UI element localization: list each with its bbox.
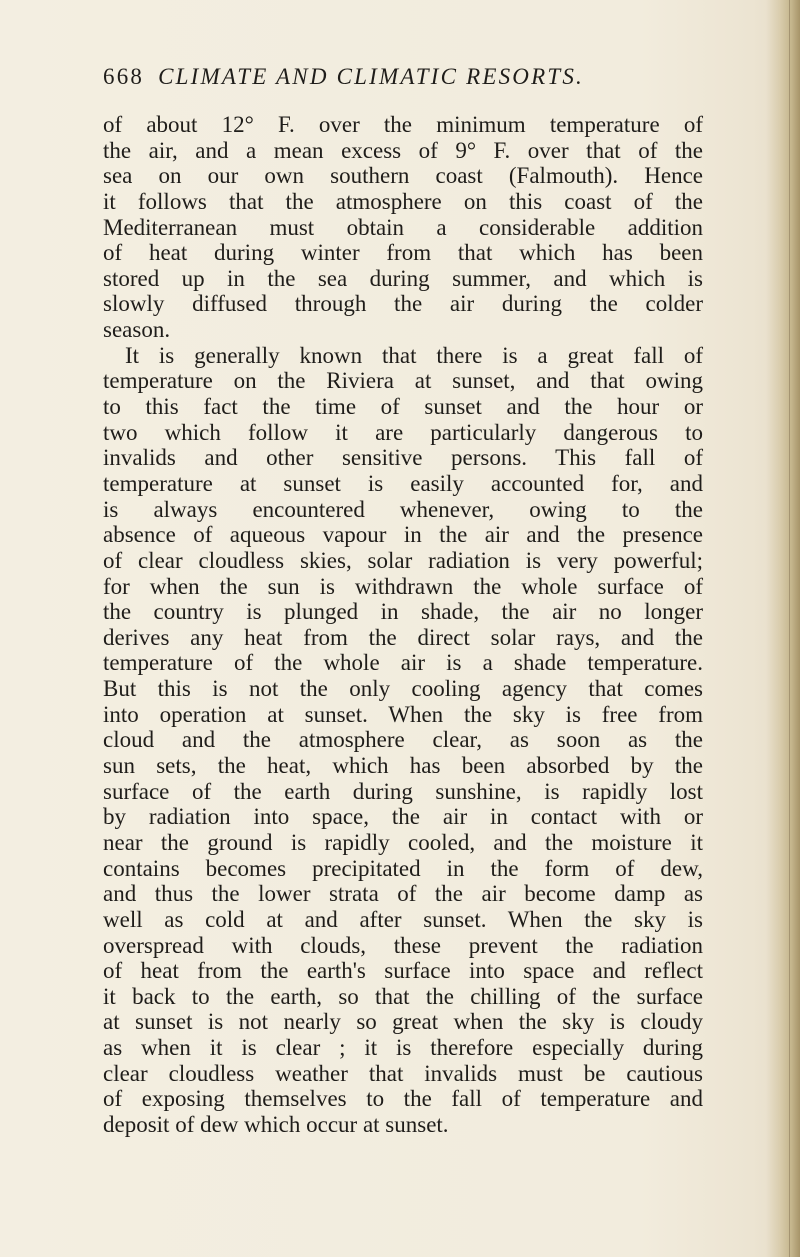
- text-line: of heat during winter from that which has been: [103, 240, 703, 266]
- text-line: at sunset is not nearly so great when the sky is cloudy: [103, 1009, 703, 1035]
- text-line: the country is plunged in shade, the air no longer: [103, 599, 703, 625]
- running-head: [103, 62, 703, 92]
- text-line: of heat from the earth's surface into space and reflect: [103, 958, 703, 984]
- text-line: for when the sun is withdrawn the whole surface of: [103, 573, 703, 599]
- text-line: derives any heat from the direct solar rays, and the: [103, 624, 703, 650]
- text-line: temperature on the Riviera at sunset, and that owing: [103, 368, 703, 394]
- paragraph-end-line: deposit of dew which occur at sunset.: [103, 1111, 449, 1137]
- text-line: But this is not the only cooling agency that comes: [103, 676, 703, 702]
- running-title: CLIMATE AND CLIMATIC RESORTS.: [158, 64, 584, 89]
- page-edge: [789, 0, 790, 1257]
- page-number: 668: [103, 64, 145, 89]
- text-line: of about 12° F. over the minimum temperature of: [103, 112, 703, 137]
- text-line: stored up in the sea during summer, and which is: [103, 265, 703, 291]
- page-gutter-shadow: [766, 0, 800, 1257]
- body-text: [103, 112, 703, 1138]
- text-line: by radiation into space, the air in contact with or: [103, 804, 703, 830]
- text-line: of exposing themselves to the fall of temperature and: [103, 1086, 703, 1112]
- text-line: overspread with clouds, these prevent the radiation: [103, 932, 703, 958]
- text-line: two which follow it are particularly dangerous to: [103, 419, 703, 445]
- text-line: temperature of the whole air is a shade temperature.: [103, 650, 703, 676]
- text-line: it back to the earth, so that the chilling of the surface: [103, 983, 703, 1009]
- text-line: it follows that the atmosphere on this coast of the: [103, 188, 703, 214]
- text-line: to this fact the time of sunset and the hour or: [103, 394, 703, 420]
- text-line: surface of the earth during sunshine, is rapidly lost: [103, 778, 703, 804]
- text-line: Mediterranean must obtain a considerable addition: [103, 214, 703, 240]
- text-line: sea on our own southern coast (Falmouth). Hence: [103, 163, 703, 189]
- text-line: absence of aqueous vapour in the air and the presence: [103, 522, 703, 548]
- text-line: into operation at sunset. When the sky is free from: [103, 701, 703, 727]
- text-line: slowly diffused through the air during the colder: [103, 291, 703, 317]
- text-line: of clear cloudless skies, solar radiation is very powerful;: [103, 547, 703, 573]
- text-line: as when it is clear ; it is therefore especially during: [103, 1035, 703, 1061]
- text-line: is always encountered whenever, owing to the: [103, 496, 703, 522]
- text-line: contains becomes precipitated in the form of dew,: [103, 855, 703, 881]
- text-line: well as cold at and after sunset. When the sky is: [103, 906, 703, 932]
- paragraph-end-line: season.: [103, 317, 171, 343]
- text-line: cloud and the atmosphere clear, as soon as the: [103, 727, 703, 753]
- text-line: temperature at sunset is easily accounted for, and: [103, 470, 703, 496]
- text-line: sun sets, the heat, which has been absorbed by the: [103, 753, 703, 779]
- text-line: invalids and other sensitive persons. This fall of: [103, 445, 703, 471]
- text-line: the air, and a mean excess of 9° F. over that of the: [103, 137, 703, 163]
- text-line: clear cloudless weather that invalids must be cautious: [103, 1060, 703, 1086]
- paragraph-start-line: It is generally known that there is a great fall of: [125, 342, 703, 368]
- text-line: near the ground is rapidly cooled, and the moisture it: [103, 829, 703, 855]
- text-line: and thus the lower strata of the air become damp as: [103, 881, 703, 907]
